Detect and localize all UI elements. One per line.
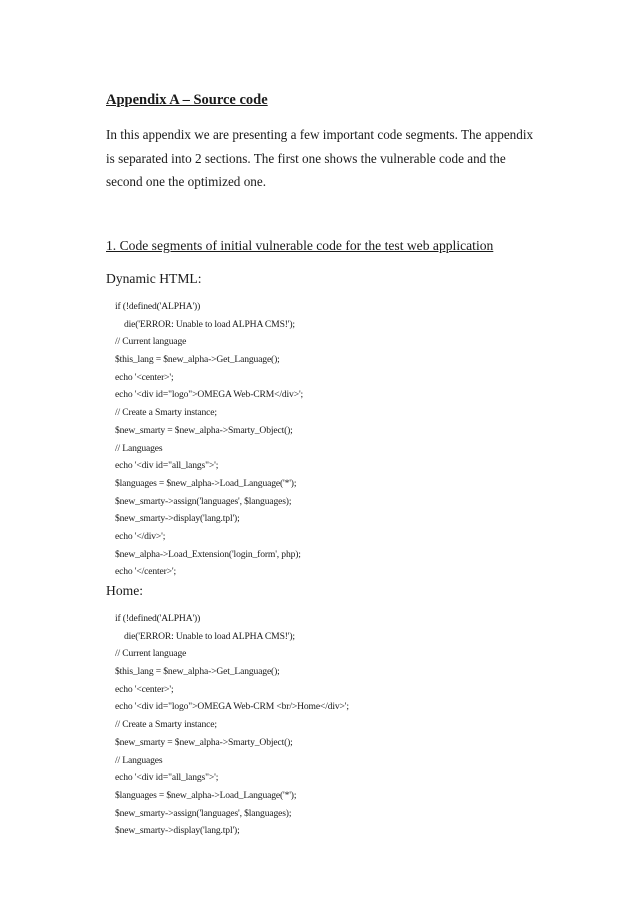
appendix-title: Appendix A – Source code (106, 92, 268, 108)
code-line: die('ERROR: Unable to load ALPHA CMS!'); (115, 318, 295, 330)
code-line: $new_smarty = $new_alpha->Smarty_Object(); (115, 736, 293, 748)
section-1-heading: 1. Code segments of initial vulnerable code for the test web application (106, 238, 494, 253)
code-line: echo '<center>'; (115, 683, 174, 695)
code-line: // Current language (115, 648, 187, 660)
intro-line: second one the optimized one. (106, 174, 267, 189)
dynamic-html-code-block (115, 298, 303, 581)
code-line: // Languages (115, 442, 163, 454)
code-line: $new_smarty->display('lang.tpl'); (115, 825, 240, 837)
code-line: // Current language (115, 336, 187, 348)
code-line: // Create a Smarty instance; (115, 719, 217, 731)
code-line: echo '<div id="logo">OMEGA Web-CRM <br/>Home</div>'; (115, 701, 349, 713)
code-line: die('ERROR: Unable to load ALPHA CMS!'); (115, 630, 295, 642)
code-line: echo '<div id="all_langs">'; (115, 772, 219, 784)
home-label: Home: (106, 583, 143, 598)
code-line: if (!defined('ALPHA')) (115, 613, 201, 624)
code-line: $languages = $new_alpha->Load_Language('*'); (115, 789, 297, 801)
code-line: $new_smarty = $new_alpha->Smarty_Object(); (115, 424, 293, 436)
code-line: // Create a Smarty instance; (115, 407, 217, 419)
appendix-intro-paragraph (106, 123, 534, 194)
code-line: // Languages (115, 754, 163, 766)
code-line: $languages = $new_alpha->Load_Language('*'); (115, 477, 297, 489)
dynamic-html-label: Dynamic HTML: (106, 271, 202, 286)
code-line: echo '<div id="logo">OMEGA Web-CRM</div>'; (115, 389, 304, 401)
code-line: $this_lang = $new_alpha->Get_Language(); (115, 354, 280, 366)
code-line: $new_smarty->assign('languages', $languages); (115, 495, 292, 507)
code-line: echo '</center>'; (115, 566, 176, 578)
code-line: $new_smarty->assign('languages', $languages); (115, 807, 292, 819)
home-code-block (115, 610, 349, 840)
intro-line: is separated into 2 sections. The first one shows the vulnerable code and the (106, 150, 506, 166)
code-line: $new_alpha->Load_Extension('login_form', php); (115, 548, 301, 560)
code-line: echo '<div id="all_langs">'; (115, 460, 219, 472)
code-line: if (!defined('ALPHA')) (115, 301, 201, 312)
code-line: $this_lang = $new_alpha->Get_Language(); (115, 666, 280, 678)
code-line: echo '</div>'; (115, 530, 166, 542)
intro-line: In this appendix we are presenting a few important code segments. The appendix (106, 127, 534, 142)
code-line: $new_smarty->display('lang.tpl'); (115, 513, 240, 525)
code-line: echo '<center>'; (115, 371, 174, 383)
